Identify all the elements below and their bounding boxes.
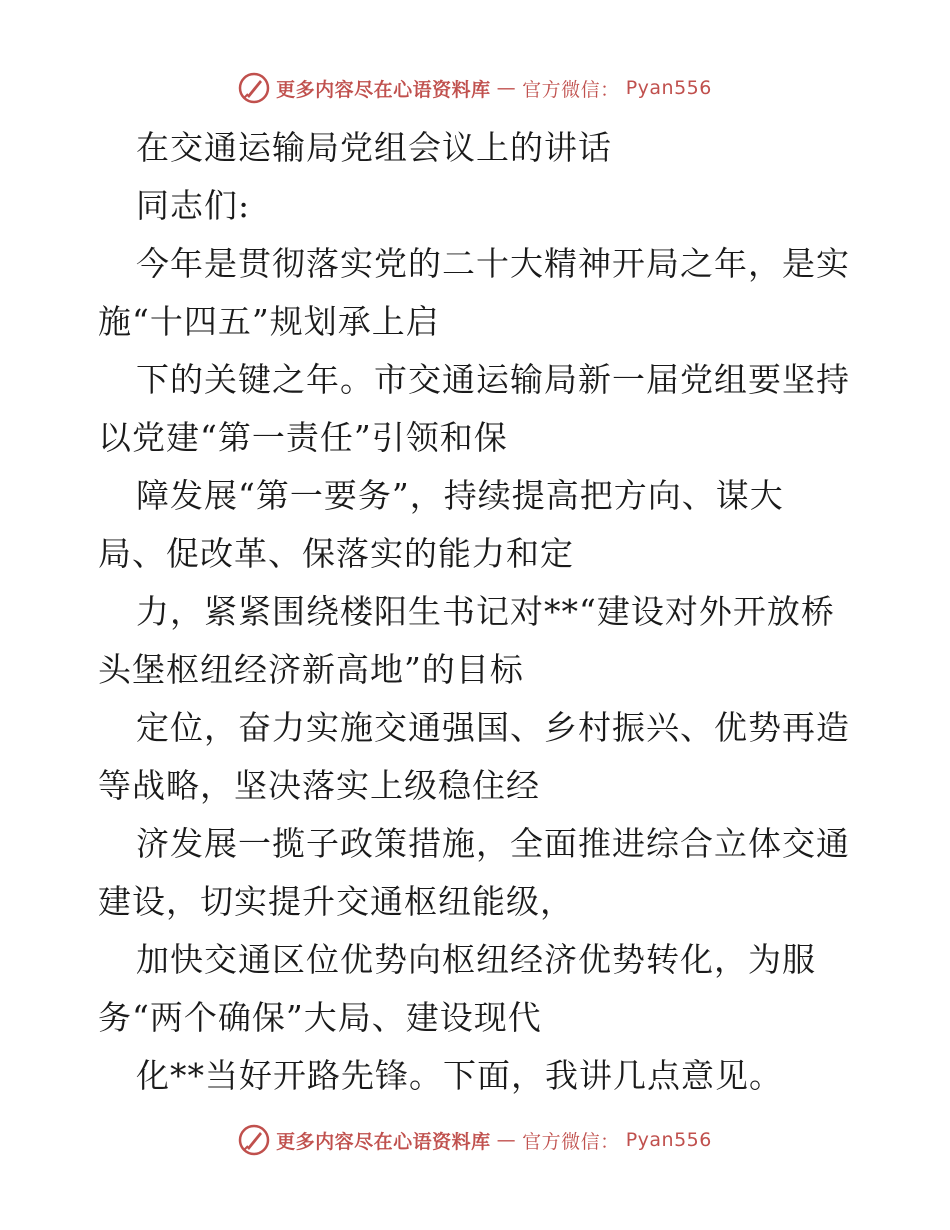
paragraph-line: 障发展“第一要务”，持续提高把方向、谋大 — [136, 476, 784, 515]
header-watermark — [0, 72, 950, 104]
paragraph-line: 定位，奋力实施交通强国、乡村振兴、优势再造 — [136, 708, 850, 747]
paragraph-line: 局、促改革、保落实的能力和定 — [98, 534, 574, 573]
watermark-label: 官方微信： — [522, 78, 620, 101]
paragraph-line: 下的关键之年。市交通运输局新一届党组要坚持 — [136, 360, 850, 399]
paragraph-line: 以党建“第一责任”引领和保 — [98, 418, 508, 457]
watermark-label: 官方微信： — [522, 1130, 620, 1153]
paragraph-line: 加快交通区位优势向枢纽经济优势转化，为服 — [136, 940, 816, 979]
paragraph-line: 今年是贯彻落实党的二十大精神开局之年，是实 — [136, 244, 850, 283]
paragraph-line: 力，紧紧围绕楼阳生书记对**“建设对外开放桥 — [136, 592, 835, 631]
watermark-wechat-id: Pyan556 — [625, 77, 712, 99]
quill-logo-icon — [238, 72, 270, 104]
document-title: 在交通运输局党组会议上的讲话 — [136, 128, 612, 167]
paragraph-line: 化**当好开路先锋。下面，我讲几点意见。 — [136, 1056, 783, 1095]
footer-watermark — [0, 1124, 950, 1156]
watermark-brand: 更多内容尽在心语资料库 — [276, 78, 491, 101]
quill-logo-icon — [238, 1124, 270, 1156]
paragraph-line: 济发展一揽子政策措施，全面推进综合立体交通 — [136, 824, 850, 863]
paragraph-line: 施“十四五”规划承上启 — [98, 302, 440, 341]
watermark-separator: — — [496, 77, 517, 99]
paragraph-line: 建设，切实提升交通枢纽能级， — [98, 882, 574, 921]
watermark-brand: 更多内容尽在心语资料库 — [276, 1130, 491, 1153]
paragraph-line: 头堡枢纽经济新高地”的目标 — [98, 650, 524, 689]
watermark-wechat-id: Pyan556 — [625, 1129, 712, 1151]
paragraph-line: 务“两个确保”大局、建设现代 — [98, 998, 542, 1037]
paragraph-line: 等战略，坚决落实上级稳住经 — [98, 766, 540, 805]
watermark-separator: — — [496, 1129, 517, 1151]
salutation: 同志们: — [136, 186, 251, 225]
